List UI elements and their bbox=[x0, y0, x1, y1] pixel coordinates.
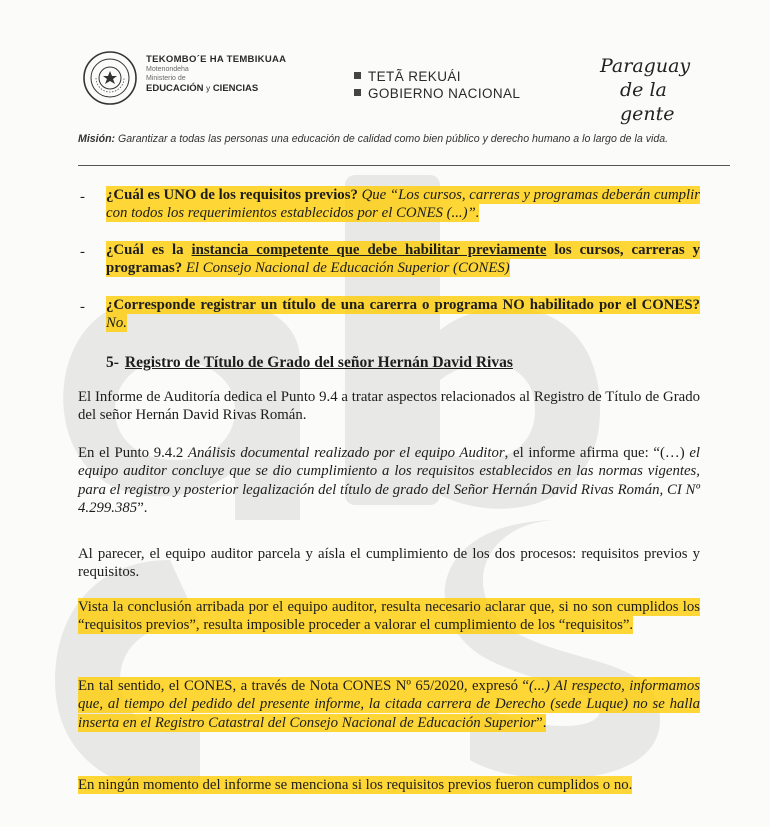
government-name: TETÃ REKUÁI GOBIERNO NACIONAL bbox=[354, 68, 520, 102]
paragraph-4: Vista la conclusión arribada por el equipo auditor, resulta necesario aclarar que, si no son cumplidos los “requisitos previos”, resulta imposible proceder a valorar el cumplimiento de los “requisitos”. bbox=[78, 599, 700, 634]
bullet-item-3: ¿Corresponde registrar un título de una carerra o programa NO habilitado por el CONES? No. bbox=[106, 297, 700, 332]
square-bullet-icon bbox=[354, 89, 361, 96]
header-divider bbox=[78, 165, 730, 166]
paragraph-6: En ningún momento del informe se menciona si los requisitos previos fueron cumplidos o no. bbox=[78, 777, 633, 793]
square-bullet-icon bbox=[354, 72, 361, 79]
paragraph-1: El Informe de Auditoría dedica el Punto 9.4 a tratar aspectos relacionados al Registro de Título de Grado del señor Hernán David Rivas Román. bbox=[78, 389, 700, 424]
bullet-marker: - bbox=[80, 189, 85, 205]
bullet-marker: - bbox=[80, 244, 85, 260]
bullet-marker: - bbox=[80, 299, 85, 315]
mission-statement: Misión: Garantizar a todas las personas una educación de calidad como bien público y derecho humano a lo largo de la vida. bbox=[78, 133, 669, 145]
section-heading: 5- Registro de Título de Grado del señor Hernán David Rivas bbox=[106, 354, 513, 371]
paragraph-3: Al parecer, el equipo auditor parcela y aísla el cumplimiento de los dos procesos: requisitos previos y requisitos. bbox=[78, 546, 700, 581]
national-seal-icon bbox=[82, 50, 138, 106]
slogan: Paraguay de la gente bbox=[600, 55, 691, 125]
bullet-item-1: ¿Cuál es UNO de los requisitos previos? Que “Los cursos, carreras y programas deberán cumplir con todos los requerimientos establecidos por el CONES (...)”. bbox=[106, 187, 701, 222]
paragraph-5: En tal sentido, el CONES, a través de Nota CONES Nº 65/2020, expresó “(...) Al respecto, informamos que, al tiempo del pedido del presente informe, la citada carrera de Derecho (sede Luque) no se halla inserta en el Registro Catastral del Consejo Nacional de Educación Superior”. bbox=[78, 678, 700, 731]
ministry-name: TEKOMBO´E HA TEMBIKUAA Motenondeha Ministerio de EDUCACIÓN y CIENCIAS bbox=[146, 54, 287, 94]
letterhead bbox=[82, 44, 722, 125]
paragraph-2: En el Punto 9.4.2 Análisis documental realizado por el equipo Auditor, el informe afirma que: “(…) el equipo auditor concluye que se dio cumplimiento a los requisitos establecidos en las normas vigentes, para el registro y posterior legalización del título de grado del Señor Hernán David Rivas Román, CI Nº 4.299.385”. bbox=[78, 445, 700, 517]
bullet-item-2: ¿Cuál es la instancia competente que debe habilitar previamente los cursos, carreras y programas? El Consejo Nacional de Educación Superior (CONES) bbox=[106, 242, 700, 277]
